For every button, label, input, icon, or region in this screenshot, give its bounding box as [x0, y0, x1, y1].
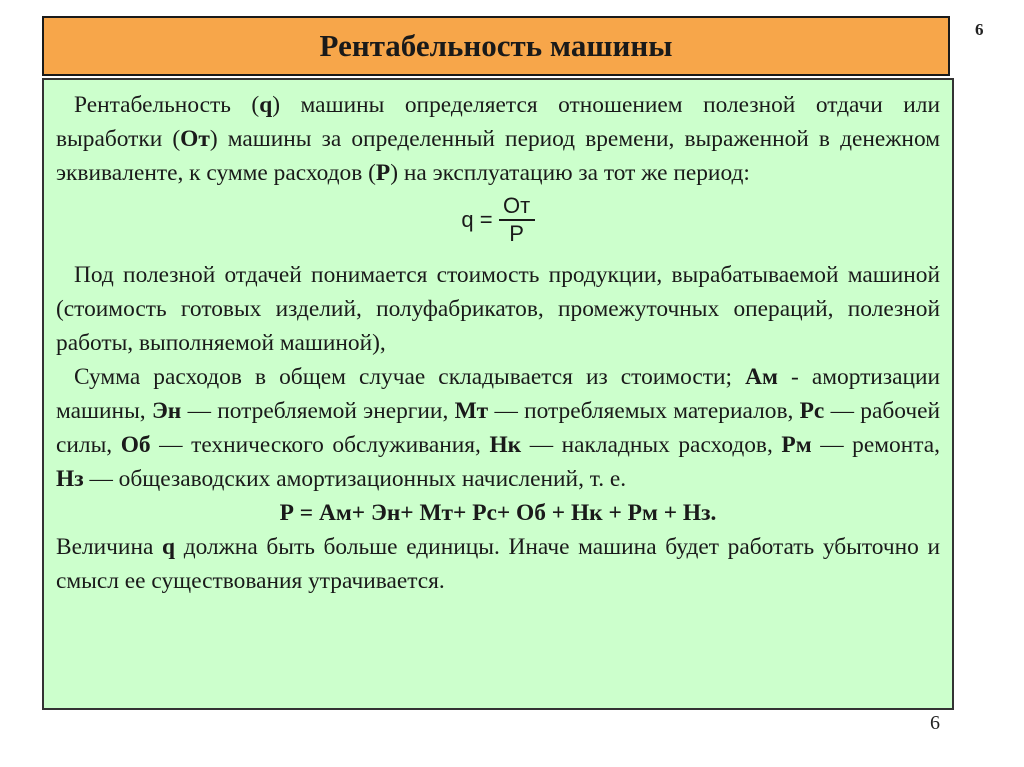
- term-ot: От: [180, 126, 210, 152]
- formula-p: Р = Ам+ Эн+ Мт+ Рс+ Об + Нк + Рм + Нз.: [279, 500, 717, 526]
- text-span: Рентабельность (: [74, 92, 260, 118]
- fraction: [499, 193, 535, 247]
- term-nz: Нз: [56, 466, 84, 492]
- text-span: - амортизации машины,: [56, 364, 940, 424]
- fraction-denominator: Р: [509, 220, 524, 246]
- term-rm: Рм: [781, 432, 812, 458]
- text-span: ) машины за определенный период времени, выраженной в денежном эквиваленте, к сумме расходов (: [56, 126, 940, 186]
- text-span: — общезаводских амортизационных начислений, т. е.: [83, 466, 627, 492]
- paragraph-costs: [56, 360, 940, 496]
- text-span: ) на эксплуатацию за тот же период:: [390, 160, 750, 186]
- fraction-numerator: От: [502, 193, 531, 219]
- text-span: должна быть больше единицы. Иначе машина будет работать убыточно и смысл ее существования утрачивается.: [56, 534, 940, 594]
- text-span: — ремонта,: [811, 432, 940, 458]
- page-number-top: 6: [975, 20, 984, 39]
- paragraph-definition: [56, 88, 940, 190]
- term-ob: Об: [120, 432, 151, 458]
- title-bar: [42, 16, 950, 76]
- page-number-bottom: 6: [930, 712, 940, 734]
- term-q: q: [259, 92, 273, 118]
- text-span: — рабочей силы,: [56, 398, 940, 458]
- term-q: q: [162, 534, 176, 560]
- term-en: Эн: [151, 398, 182, 424]
- text-span: — потребляемой энергии,: [181, 398, 455, 424]
- formula-q: [56, 184, 940, 256]
- text-span: — накладных расходов,: [521, 432, 782, 458]
- content-box: [42, 78, 954, 710]
- formula-q-lhs: q =: [461, 207, 493, 232]
- text-span: ) машины определяется отношением полезной отдачи или выработки (: [56, 92, 941, 152]
- term-am: Ам: [745, 364, 778, 390]
- text-span: Величина: [56, 534, 163, 560]
- text-span: Сумма расходов в общем случае складывается из стоимости;: [74, 364, 746, 390]
- slide-title: Рентабельность машины: [319, 28, 673, 63]
- text-span: — технического обслуживания,: [150, 432, 490, 458]
- text-span: — потребляемых материалов,: [488, 398, 800, 424]
- term-r: Р: [375, 160, 391, 186]
- paragraph-conclusion: [56, 530, 940, 598]
- term-rs: Рс: [799, 398, 825, 424]
- paragraph-useful-output: Под полезной отдачей понимается стоимость продукции, вырабатываемой машиной (стоимость готовых изделий, полуфабрикатов, промежуточных операций, полезной работы, выполняемой машиной),: [56, 262, 940, 356]
- term-mt: Мт: [454, 398, 489, 424]
- term-nk: Нк: [489, 432, 522, 458]
